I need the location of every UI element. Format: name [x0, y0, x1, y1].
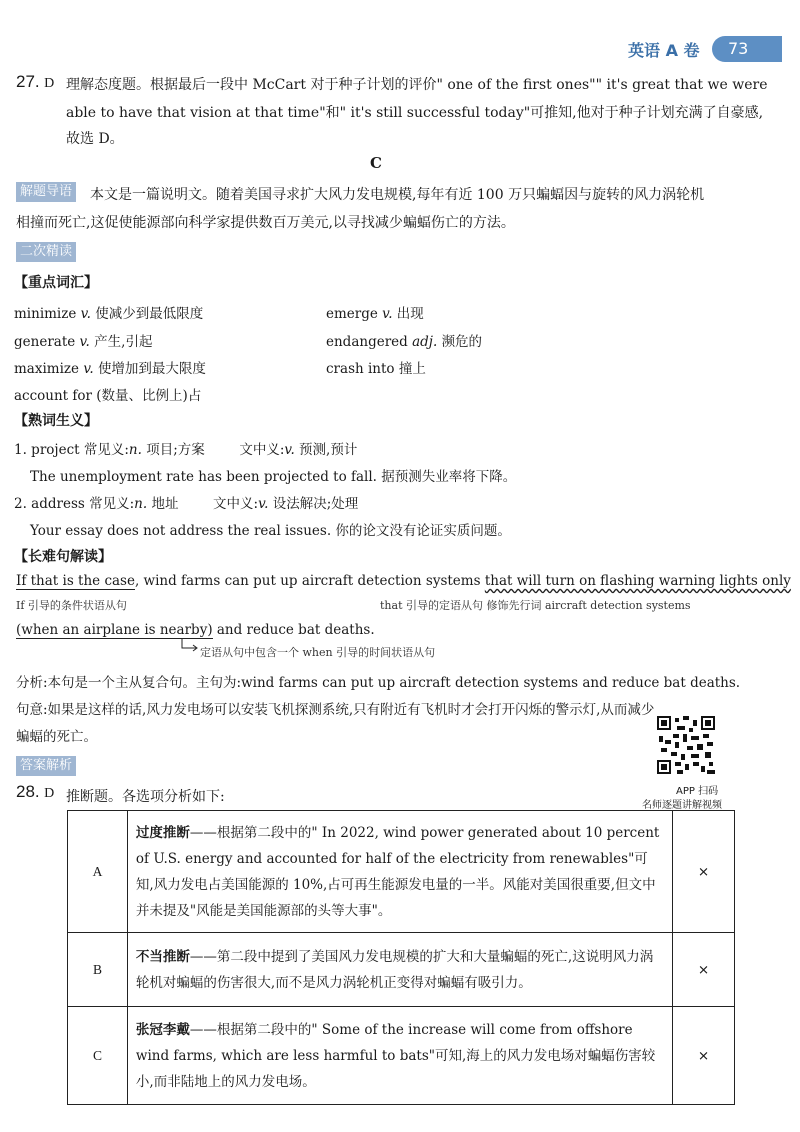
note-time-clause: 定语从句中包含一个 when 引导的时间状语从句: [200, 646, 436, 659]
q28-number-block: [16, 782, 54, 802]
wrong-mark: ×: [673, 933, 735, 1007]
intro-line-2: 相撞而死亡,这促使能源部向科学家提供数百万美元,以寻找减少蝙蝠伤亡的方法。: [16, 215, 515, 231]
familiar-word-example: The unemployment rate has been projected to fall. 据预测失业率将下降。: [30, 469, 517, 485]
vocab-item: endangered adj. 濒危的: [326, 334, 483, 350]
intro-line-1: 本文是一篇说明文。随着美国寻求扩大风力发电规模,每年有近 100 万只蝙蝠因与旋转的风力涡轮机: [90, 187, 705, 203]
second-reading-tag: 二次精读: [16, 242, 76, 262]
vocab-item: generate v. 产生,引起: [14, 334, 153, 350]
qr-caption-1: APP 扫码: [676, 786, 719, 797]
q27-line-3: 故选 D。: [66, 131, 124, 147]
familiar-word-item: 1. project 常见义:n. 项目;方案 文中义:v. 预测,预计: [14, 442, 358, 458]
q27-number-block: [16, 72, 54, 92]
qr-code-icon[interactable]: [657, 716, 715, 774]
table-row: [68, 811, 735, 933]
condition-clause: If that is the case: [16, 573, 135, 589]
q27-number: 27.: [16, 72, 40, 91]
analysis-line: 分析:本句是一个主从复合句。主句为:wind farms can put up aircraft detection systems and reduce bat deaths.: [16, 675, 741, 691]
time-clause: (when an airplane is nearby): [16, 622, 213, 638]
vocab-item: crash into 撞上: [326, 361, 426, 377]
option-label: B: [68, 933, 128, 1007]
wrong-mark: ×: [673, 1007, 735, 1105]
q27-line-1: 理解态度题。根据最后一段中 McCart 对于种子计划的评价" one of the first ones"" it's great that we were: [66, 77, 768, 93]
answer-analysis-table: [67, 810, 735, 1105]
vocab-item: account for (数量、比例上)占: [14, 388, 202, 404]
q27-answer: D: [44, 76, 55, 91]
option-label: A: [68, 811, 128, 933]
q28-intro: 推断题。各选项分析如下:: [66, 789, 225, 805]
table-row: [68, 1007, 735, 1105]
familiar-word-example: Your essay does not address the real issues. 你的论文没有论证实质问题。: [30, 523, 511, 539]
vocab-item: maximize v. 使增加到最大限度: [14, 361, 206, 377]
qr-caption-2: 名师逐题讲解视频: [642, 800, 722, 811]
subject-title: 英语 A 卷: [628, 41, 700, 60]
option-analysis: 张冠李戴——根据第二段中的" Some of the increase will come from offshore wind farms, which are less harmful to bats"可知,海上的风力发电场对蝙蝠伤害较小,而非陆地上的风力发电场。: [127, 1007, 672, 1105]
attributive-clause: that will turn on flashing warning lights only: [484, 573, 791, 589]
wrong-mark: ×: [673, 811, 735, 933]
note-condition: If 引导的条件状语从句: [16, 599, 127, 612]
q28-number: 28.: [16, 782, 40, 801]
table-row: [68, 933, 735, 1007]
key-vocab-heading: 【重点词汇】: [14, 275, 98, 291]
option-analysis: 过度推断——根据第二段中的" In 2022, wind power generated about 10 percent of U.S. energy and accounted for half of the electricity from renewables"可知,风力发电占美国能源的 10%,占可再生能源发电量的一半。风能对美国很重要,但文中并未提及"风能是美国能源部的头等大事"。: [127, 811, 672, 933]
familiar-word-item: 2. address 常见义:n. 地址 文中义:v. 设法解决;处理: [14, 496, 359, 512]
vocab-item: emerge v. 出现: [326, 306, 424, 322]
passage-label: C: [370, 154, 382, 172]
long-sentence-line-1: If that is the case, wind farms can put up aircraft detection systems that will turn on flashing warning lights only: [16, 573, 791, 589]
vocab-item: minimize v. 使减少到最低限度: [14, 306, 204, 322]
option-analysis: 不当推断——第二段中提到了美国风力发电规模的扩大和大量蝙蝠的死亡,这说明风力涡轮机对蝙蝠的伤害很大,而不是风力涡轮机正变得对蝙蝠有吸引力。: [127, 933, 672, 1007]
familiar-words-heading: 【熟词生义】: [14, 413, 98, 429]
long-sentence-heading: 【长难句解读】: [14, 549, 112, 565]
translation-line-2: 蝙蝠的死亡。: [16, 729, 97, 745]
arrow-icon: [180, 638, 200, 654]
long-sentence-line-2: (when an airplane is nearby) and reduce bat deaths.: [16, 622, 375, 638]
translation-line-1: 句意:如果是这样的话,风力发电场可以安装飞机探测系统,只有附近有飞机时才会打开闪烁的警示灯,从而减少: [16, 702, 655, 718]
page-number: 73: [712, 36, 782, 62]
intro-tag: 解题导语: [16, 182, 76, 202]
option-label: C: [68, 1007, 128, 1105]
q28-answer: D: [44, 786, 55, 801]
answer-tag: 答案解析: [16, 756, 76, 776]
note-attributive: that 引导的定语从句 修饰先行词 aircraft detection systems: [380, 599, 691, 612]
q27-line-2: able to have that vision at that time"和" it's still successful today"可推知,他对于种子计划充满了自豪感,: [66, 105, 764, 121]
